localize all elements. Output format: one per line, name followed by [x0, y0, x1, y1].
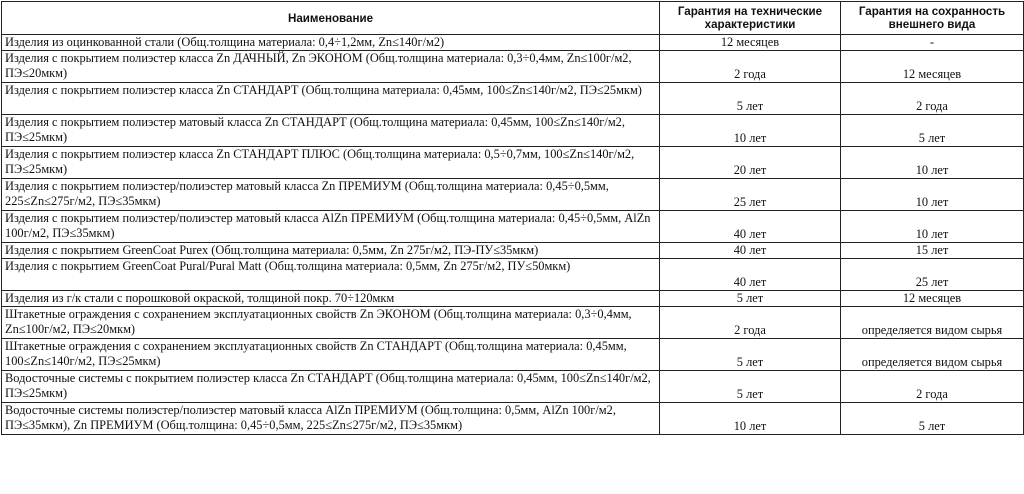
row-tech-warranty: 40 лет	[660, 259, 841, 291]
row-name: Изделия с покрытием полиэстер матовый класса Zn СТАНДАРТ (Общ.толщина материала: 0,45мм, 100≤Zn≤140г/м2, ПЭ≤25мкм)	[2, 115, 660, 147]
table-row	[2, 83, 1024, 115]
header-tech-warranty: Гарантия на технические характеристики	[660, 2, 841, 35]
table-row	[2, 51, 1024, 83]
table-row	[2, 179, 1024, 211]
row-appearance-warranty: определяется видом сырья	[841, 339, 1024, 371]
row-appearance-warranty: 2 года	[841, 83, 1024, 115]
row-appearance-warranty: 10 лет	[841, 211, 1024, 243]
row-name: Изделия с покрытием полиэстер класса Zn ДАЧНЫЙ, Zn ЭКОНОМ (Общ.толщина материала: 0,3÷0,4мм, Zn≤100г/м2, ПЭ≤20мкм)	[2, 51, 660, 83]
table-row	[2, 35, 1024, 51]
table-row	[2, 291, 1024, 307]
row-appearance-warranty: 10 лет	[841, 147, 1024, 179]
table-row	[2, 211, 1024, 243]
row-name: Изделия из оцинкованной стали (Общ.толщина материала: 0,4÷1,2мм, Zn≤140г/м2)	[2, 35, 660, 51]
row-tech-warranty: 25 лет	[660, 179, 841, 211]
header-name: Наименование	[2, 2, 660, 35]
table-row	[2, 115, 1024, 147]
row-appearance-warranty: 10 лет	[841, 179, 1024, 211]
table-row	[2, 243, 1024, 259]
header-row	[2, 2, 1024, 35]
row-appearance-warranty: 15 лет	[841, 243, 1024, 259]
row-tech-warranty: 2 года	[660, 51, 841, 83]
row-name: Изделия с покрытием GreenCoat Purex (Общ.толщина материала: 0,5мм, Zn 275г/м2, ПЭ-ПУ≤35мкм)	[2, 243, 660, 259]
row-tech-warranty: 10 лет	[660, 403, 841, 435]
row-tech-warranty: 40 лет	[660, 211, 841, 243]
row-appearance-warranty: 12 месяцев	[841, 51, 1024, 83]
row-name: Штакетные ограждения с сохранением эксплуатационных свойств Zn ЭКОНОМ (Общ.толщина материала: 0,3÷0,4мм, Zn≤100г/м2, ПЭ≤20мкм)	[2, 307, 660, 339]
header-appearance-warranty: Гарантия на сохранность внешнего вида	[841, 2, 1024, 35]
warranty-table	[1, 1, 1024, 435]
row-name: Водосточные системы с покрытием полиэстер класса Zn СТАНДАРТ (Общ.толщина материала: 0,45мм, 100≤Zn≤140г/м2, ПЭ≤25мкм)	[2, 371, 660, 403]
row-appearance-warranty: определяется видом сырья	[841, 307, 1024, 339]
table-row	[2, 371, 1024, 403]
table-header	[2, 2, 1024, 35]
row-name: Штакетные ограждения с сохранением эксплуатационных свойств Zn СТАНДАРТ (Общ.толщина материала: 0,45мм, 100≤Zn≤140г/м2, ПЭ≤25мкм)	[2, 339, 660, 371]
row-appearance-warranty: 2 года	[841, 371, 1024, 403]
row-appearance-warranty: 5 лет	[841, 115, 1024, 147]
row-tech-warranty: 5 лет	[660, 371, 841, 403]
row-name: Изделия с покрытием полиэстер/полиэстер матовый класса Zn ПРЕМИУМ (Общ.толщина материала: 0,45÷0,5мм, 225≤Zn≤275г/м2, ПЭ≤35мкм)	[2, 179, 660, 211]
row-tech-warranty: 10 лет	[660, 115, 841, 147]
table-row	[2, 403, 1024, 435]
row-tech-warranty: 5 лет	[660, 291, 841, 307]
row-appearance-warranty: -	[841, 35, 1024, 51]
row-appearance-warranty: 12 месяцев	[841, 291, 1024, 307]
row-appearance-warranty: 25 лет	[841, 259, 1024, 291]
row-name: Изделия из г/к стали с порошковой окраской, толщиной покр. 70÷120мкм	[2, 291, 660, 307]
table-body	[2, 35, 1024, 435]
row-appearance-warranty: 5 лет	[841, 403, 1024, 435]
table-row	[2, 307, 1024, 339]
row-tech-warranty: 5 лет	[660, 83, 841, 115]
row-tech-warranty: 40 лет	[660, 243, 841, 259]
row-name: Изделия с покрытием полиэстер класса Zn СТАНДАРТ (Общ.толщина материала: 0,45мм, 100≤Zn≤140г/м2, ПЭ≤25мкм)	[2, 83, 660, 115]
row-name: Водосточные системы полиэстер/полиэстер матовый класса AlZn ПРЕМИУМ (Общ.толщина: 0,5мм, AlZn 100г/м2, ПЭ≤35мкм), Zn ПРЕМИУМ (Общ.толщина: 0,45÷0,5мм, 225≤Zn≤275г/м2, ПЭ≤35мкм)	[2, 403, 660, 435]
table-row	[2, 259, 1024, 291]
row-tech-warranty: 2 года	[660, 307, 841, 339]
row-name: Изделия с покрытием полиэстер/полиэстер матовый класса AlZn ПРЕМИУМ (Общ.толщина материала: 0,45÷0,5мм, AlZn 100г/м2, ПЭ≤35мкм)	[2, 211, 660, 243]
table-row	[2, 339, 1024, 371]
table-row	[2, 147, 1024, 179]
row-name: Изделия с покрытием GreenCoat Pural/Pural Matt (Общ.толщина материала: 0,5мм, Zn 275г/м2, ПУ≤50мкм)	[2, 259, 660, 291]
row-name: Изделия с покрытием полиэстер класса Zn СТАНДАРТ ПЛЮС (Общ.толщина материала: 0,5÷0,7мм, 100≤Zn≤140г/м2, ПЭ≤25мкм)	[2, 147, 660, 179]
row-tech-warranty: 5 лет	[660, 339, 841, 371]
row-tech-warranty: 12 месяцев	[660, 35, 841, 51]
row-tech-warranty: 20 лет	[660, 147, 841, 179]
